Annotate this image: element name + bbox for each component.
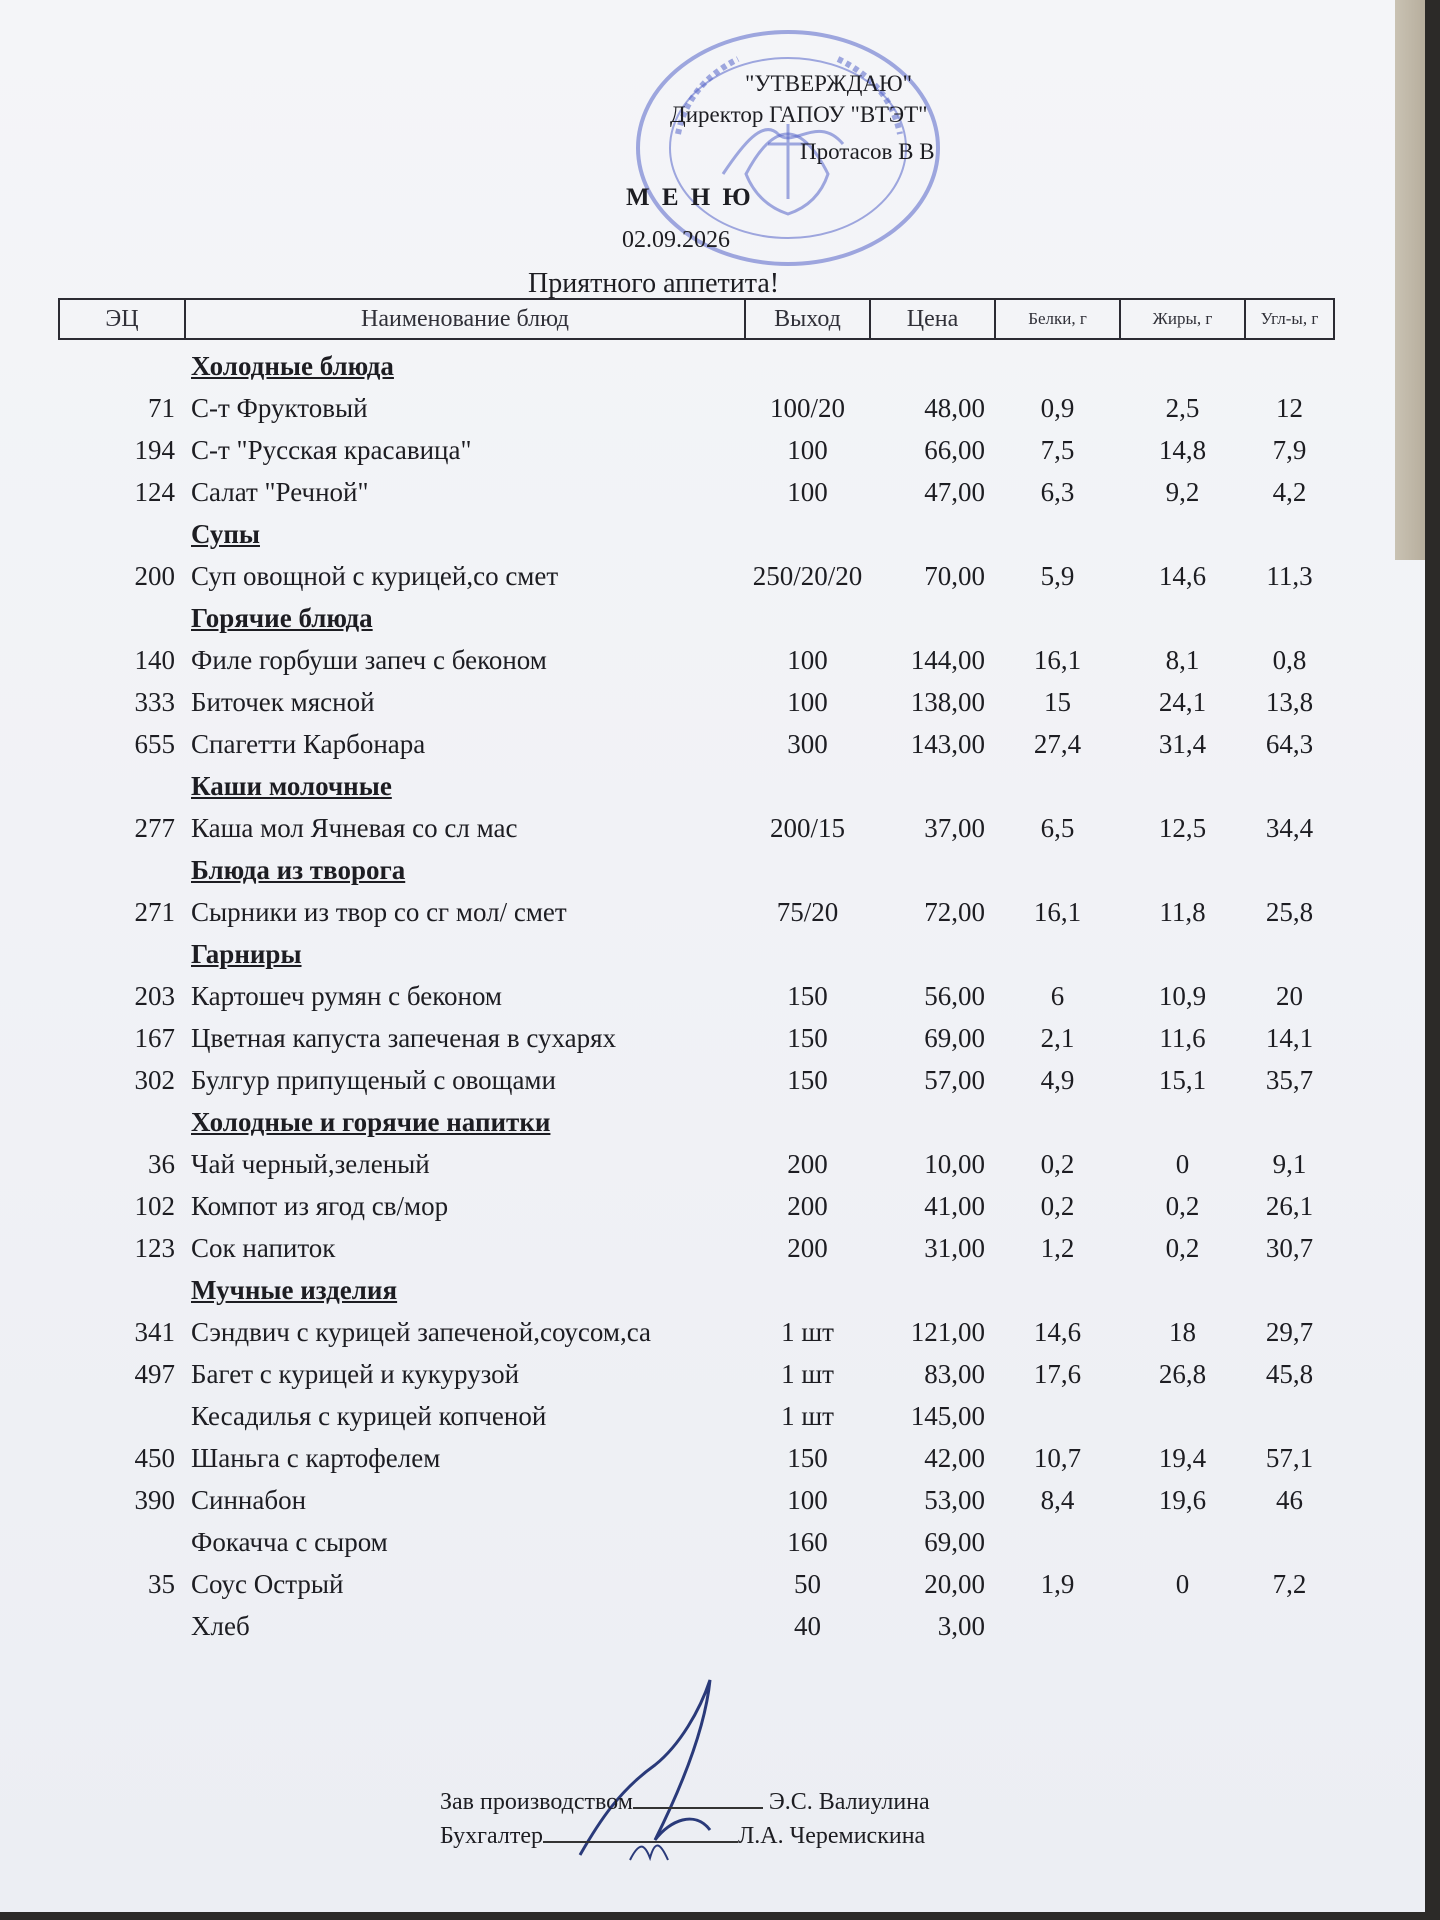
item-carbs: [1245, 1390, 1334, 1432]
menu-date: 02.09.2026: [622, 227, 730, 253]
item-carbs: 25,8: [1265, 897, 1314, 927]
section-row: [59, 339, 1334, 382]
item-code: 450: [134, 1443, 175, 1473]
document-title: М Е Н Ю: [626, 184, 754, 211]
item-output: 1 шт: [781, 1359, 834, 1389]
item-fat: 14,6: [1158, 561, 1207, 591]
item-name: Булгур припущеный с овощами: [191, 1065, 556, 1095]
item-code: 167: [134, 1023, 175, 1053]
item-output: 1 шт: [781, 1317, 834, 1347]
item-price: 69,00: [924, 1527, 985, 1557]
item-protein: 16,1: [1033, 897, 1082, 927]
item-price: 121,00: [910, 1317, 985, 1347]
section-title: Холодные блюда: [191, 351, 394, 381]
item-fat: 31,4: [1158, 729, 1207, 759]
item-code: 271: [134, 897, 175, 927]
table-row: [59, 1558, 1334, 1600]
table-row: [59, 970, 1334, 1012]
item-code: 341: [134, 1317, 175, 1347]
col-header-output: Выход: [745, 299, 870, 339]
item-protein: 6,5: [1040, 813, 1075, 843]
table-row: [59, 886, 1334, 928]
section-row: [59, 760, 1334, 802]
item-output: 200/15: [769, 813, 845, 843]
item-code: 35: [148, 1569, 175, 1599]
item-carbs: 11,3: [1266, 561, 1313, 591]
signatures-block: [440, 1785, 930, 1853]
accountant-name: Л.А. Черемискина: [738, 1823, 926, 1849]
item-fat: 0,2: [1165, 1233, 1200, 1263]
item-name: Кесадилья с курицей копченой: [191, 1401, 547, 1431]
item-protein: 8,4: [1040, 1485, 1075, 1515]
item-price: 3,00: [937, 1611, 985, 1641]
item-fat: 10,9: [1158, 981, 1207, 1011]
background-wall: [1395, 0, 1425, 560]
item-fat: [1120, 1516, 1245, 1558]
item-output: 200: [787, 1191, 828, 1221]
item-output: 200: [787, 1233, 828, 1263]
item-protein: 15: [1044, 687, 1071, 717]
col-header-code: ЭЦ: [59, 299, 185, 339]
section-title: Супы: [191, 519, 260, 549]
table-row: [59, 1390, 1334, 1432]
item-protein: 4,9: [1040, 1065, 1075, 1095]
item-carbs: 57,1: [1265, 1443, 1314, 1473]
item-carbs: 29,7: [1265, 1317, 1314, 1347]
item-fat: 9,2: [1165, 477, 1200, 507]
item-name: Цветная капуста запеченая в сухарях: [191, 1023, 616, 1053]
section-title: Каши молочные: [191, 771, 392, 801]
item-output: 100: [787, 645, 828, 675]
section-spacer: [59, 1096, 185, 1138]
accountant-title: Бухгалтер: [440, 1823, 544, 1849]
item-name: С-т "Русская красавица": [191, 435, 472, 465]
item-output: 50: [794, 1569, 821, 1599]
item-name: Сэндвич с курицей запеченой,соусом,са: [191, 1317, 652, 1347]
col-header-price: Цена: [870, 299, 995, 339]
item-code: 497: [134, 1359, 175, 1389]
item-name: Багет с курицей и кукурузой: [191, 1359, 520, 1389]
item-code: 277: [134, 813, 175, 843]
col-header-protein: Белки, г: [995, 299, 1120, 339]
item-protein: 0,2: [1040, 1191, 1075, 1221]
item-price: 66,00: [924, 435, 985, 465]
item-protein: 17,6: [1033, 1359, 1082, 1389]
table-row: [59, 676, 1334, 718]
section-title: Горячие блюда: [191, 603, 373, 633]
item-carbs: [1245, 1600, 1334, 1642]
table-row: [59, 1180, 1334, 1222]
item-output: 100: [787, 1485, 828, 1515]
item-fat: 15,1: [1158, 1065, 1207, 1095]
item-code: [59, 1516, 185, 1558]
item-price: 48,00: [924, 393, 985, 423]
section-spacer: [59, 928, 185, 970]
item-code: 71: [148, 393, 175, 423]
item-price: 47,00: [924, 477, 985, 507]
item-protein: 6: [1050, 981, 1065, 1011]
item-fat: 0: [1175, 1569, 1190, 1599]
item-name: Сырники из твор со сг мол/ смет: [191, 897, 567, 927]
table-row: [59, 718, 1334, 760]
table-header-row: [59, 299, 1334, 339]
item-code: [59, 1600, 185, 1642]
item-output: 100: [787, 687, 828, 717]
section-row: [59, 928, 1334, 970]
item-code: 140: [134, 645, 175, 675]
item-code: 124: [134, 477, 175, 507]
item-fat: 12,5: [1158, 813, 1207, 843]
table-row: [59, 1474, 1334, 1516]
item-fat: [1120, 1600, 1245, 1642]
col-header-fat: Жиры, г: [1120, 299, 1245, 339]
table-row: [59, 1600, 1334, 1642]
item-fat: 19,6: [1158, 1485, 1207, 1515]
approval-name: Протасов В В: [800, 139, 935, 164]
item-output: 100: [787, 477, 828, 507]
item-name: Сок напиток: [191, 1233, 336, 1263]
item-output: 150: [787, 1023, 828, 1053]
item-output: 300: [787, 729, 828, 759]
item-code: 102: [134, 1191, 175, 1221]
approval-label: "УТВЕРЖДАЮ": [745, 71, 913, 96]
item-fat: 24,1: [1158, 687, 1207, 717]
col-header-name: Наименование блюд: [185, 299, 745, 339]
item-price: 53,00: [924, 1485, 985, 1515]
item-fat: [1120, 1390, 1245, 1432]
item-protein: [995, 1390, 1120, 1432]
item-price: 41,00: [924, 1191, 985, 1221]
item-name: Филе горбуши запеч с беконом: [191, 645, 547, 675]
item-carbs: 12: [1276, 393, 1303, 423]
production-title: Зав производством: [440, 1789, 633, 1815]
item-name: Компот из ягод св/мор: [191, 1191, 449, 1221]
item-code: 123: [134, 1233, 175, 1263]
item-carbs: 7,9: [1272, 435, 1307, 465]
item-protein: 27,4: [1033, 729, 1082, 759]
item-name: Биточек мясной: [191, 687, 375, 717]
item-name: Соус Острый: [191, 1569, 344, 1599]
table-row: [59, 1306, 1334, 1348]
item-fat: 14,8: [1158, 435, 1207, 465]
item-code: 36: [148, 1149, 175, 1179]
item-carbs: 35,7: [1265, 1065, 1314, 1095]
item-protein: 5,9: [1040, 561, 1075, 591]
item-fat: 11,6: [1159, 1023, 1206, 1053]
item-fat: 0,2: [1165, 1191, 1200, 1221]
item-carbs: 20: [1276, 981, 1303, 1011]
item-price: 145,00: [910, 1401, 985, 1431]
section-title: Холодные и горячие напитки: [191, 1107, 551, 1137]
item-code: 390: [134, 1485, 175, 1515]
item-fat: 11,8: [1159, 897, 1206, 927]
item-price: 70,00: [924, 561, 985, 591]
item-protein: 1,9: [1040, 1569, 1075, 1599]
table-row: [59, 1432, 1334, 1474]
section-spacer: [59, 1264, 185, 1306]
item-price: 20,00: [924, 1569, 985, 1599]
table-row: [59, 634, 1334, 676]
table-row: [59, 1516, 1334, 1558]
table-row: [59, 1054, 1334, 1096]
item-price: 37,00: [924, 813, 985, 843]
item-code: 333: [134, 687, 175, 717]
item-protein: [995, 1600, 1120, 1642]
section-row: [59, 592, 1334, 634]
item-code: 200: [134, 561, 175, 591]
menu-table: [58, 298, 1335, 1642]
item-protein: 2,1: [1040, 1023, 1075, 1053]
section-spacer: [59, 339, 185, 382]
item-name: Чай черный,зеленый: [191, 1149, 430, 1179]
item-name: Картошеч румян с беконом: [191, 981, 503, 1011]
item-price: 83,00: [924, 1359, 985, 1389]
item-output: 250/20/20: [752, 561, 863, 591]
col-header-carbs: Угл-ы, г: [1245, 299, 1334, 339]
section-title: Мучные изделия: [191, 1275, 398, 1305]
table-row: [59, 802, 1334, 844]
item-carbs: 14,1: [1265, 1023, 1314, 1053]
item-fat: 0: [1175, 1149, 1190, 1179]
table-row: [59, 1348, 1334, 1390]
item-name: Фокачча с сыром: [191, 1527, 388, 1557]
item-code: [59, 1390, 185, 1432]
greeting: Приятного аппетита!: [528, 268, 780, 299]
item-code: 203: [134, 981, 175, 1011]
item-carbs: [1245, 1516, 1334, 1558]
table-row: [59, 424, 1334, 466]
item-output: 150: [787, 1065, 828, 1095]
table-row: [59, 382, 1334, 424]
item-carbs: 26,1: [1265, 1191, 1314, 1221]
section-row: [59, 508, 1334, 550]
item-price: 138,00: [910, 687, 985, 717]
item-output: 200: [787, 1149, 828, 1179]
item-price: 10,00: [924, 1149, 985, 1179]
item-name: Синнабон: [191, 1485, 307, 1515]
table-row: [59, 1222, 1334, 1264]
item-protein: 16,1: [1033, 645, 1082, 675]
section-row: [59, 1264, 1334, 1306]
item-protein: 1,2: [1040, 1233, 1075, 1263]
item-name: Спагетти Карбонара: [191, 729, 426, 759]
item-output: 150: [787, 981, 828, 1011]
item-name: Суп овощной с курицей,со смет: [191, 561, 559, 591]
item-carbs: 9,1: [1272, 1149, 1307, 1179]
item-carbs: 0,8: [1272, 645, 1307, 675]
item-price: 143,00: [910, 729, 985, 759]
table-row: [59, 550, 1334, 592]
item-name: Каша мол Ячневая со сл мас: [191, 813, 518, 843]
production-name: Э.С. Валиулина: [768, 1789, 930, 1815]
item-output: 100/20: [769, 393, 845, 423]
approval-block: [670, 68, 935, 167]
table-row: [59, 1138, 1334, 1180]
section-spacer: [59, 844, 185, 886]
section-spacer: [59, 592, 185, 634]
item-price: 72,00: [924, 897, 985, 927]
section-spacer: [59, 508, 185, 550]
item-fat: 18: [1169, 1317, 1196, 1347]
item-output: 150: [787, 1443, 828, 1473]
item-output: 75/20: [776, 897, 839, 927]
item-price: 56,00: [924, 981, 985, 1011]
item-protein: 0,9: [1040, 393, 1075, 423]
item-output: 40: [794, 1611, 821, 1641]
item-carbs: 64,3: [1265, 729, 1314, 759]
table-row: [59, 1012, 1334, 1054]
section-title: Блюда из творога: [191, 855, 406, 885]
item-protein: 6,3: [1040, 477, 1075, 507]
signature-row-accountant: [440, 1819, 930, 1853]
section-title: Гарниры: [191, 939, 302, 969]
item-output: 100: [787, 435, 828, 465]
item-fat: 19,4: [1158, 1443, 1207, 1473]
section-spacer: [59, 760, 185, 802]
item-fat: 8,1: [1165, 645, 1200, 675]
item-carbs: 46: [1276, 1485, 1303, 1515]
item-price: 144,00: [910, 645, 985, 675]
section-row: [59, 844, 1334, 886]
item-protein: 7,5: [1040, 435, 1075, 465]
item-protein: 14,6: [1033, 1317, 1082, 1347]
menu-body: [59, 339, 1334, 1642]
item-protein: [995, 1516, 1120, 1558]
item-code: 655: [134, 729, 175, 759]
item-price: 57,00: [924, 1065, 985, 1095]
item-price: 69,00: [924, 1023, 985, 1053]
item-name: Салат "Речной": [191, 477, 369, 507]
item-carbs: 13,8: [1265, 687, 1314, 717]
item-carbs: 4,2: [1272, 477, 1307, 507]
signature-row-production: [440, 1785, 930, 1819]
item-carbs: 30,7: [1265, 1233, 1314, 1263]
item-output: 160: [787, 1527, 828, 1557]
item-carbs: 7,2: [1272, 1569, 1307, 1599]
section-row: [59, 1096, 1334, 1138]
item-name: Хлеб: [191, 1611, 250, 1641]
item-carbs: 45,8: [1265, 1359, 1314, 1389]
item-code: 194: [134, 435, 175, 465]
item-fat: 2,5: [1165, 393, 1200, 423]
item-fat: 26,8: [1158, 1359, 1207, 1389]
item-output: 1 шт: [781, 1401, 834, 1431]
item-name: С-т Фруктовый: [191, 393, 368, 423]
item-code: 302: [134, 1065, 175, 1095]
item-price: 42,00: [924, 1443, 985, 1473]
item-name: Шаньга с картофелем: [191, 1443, 441, 1473]
table-row: [59, 466, 1334, 508]
item-carbs: 34,4: [1265, 813, 1314, 843]
item-protein: 0,2: [1040, 1149, 1075, 1179]
approval-position: Директор ГАПОУ "ВТЭТ": [670, 102, 928, 127]
item-price: 31,00: [924, 1233, 985, 1263]
item-protein: 10,7: [1033, 1443, 1082, 1473]
